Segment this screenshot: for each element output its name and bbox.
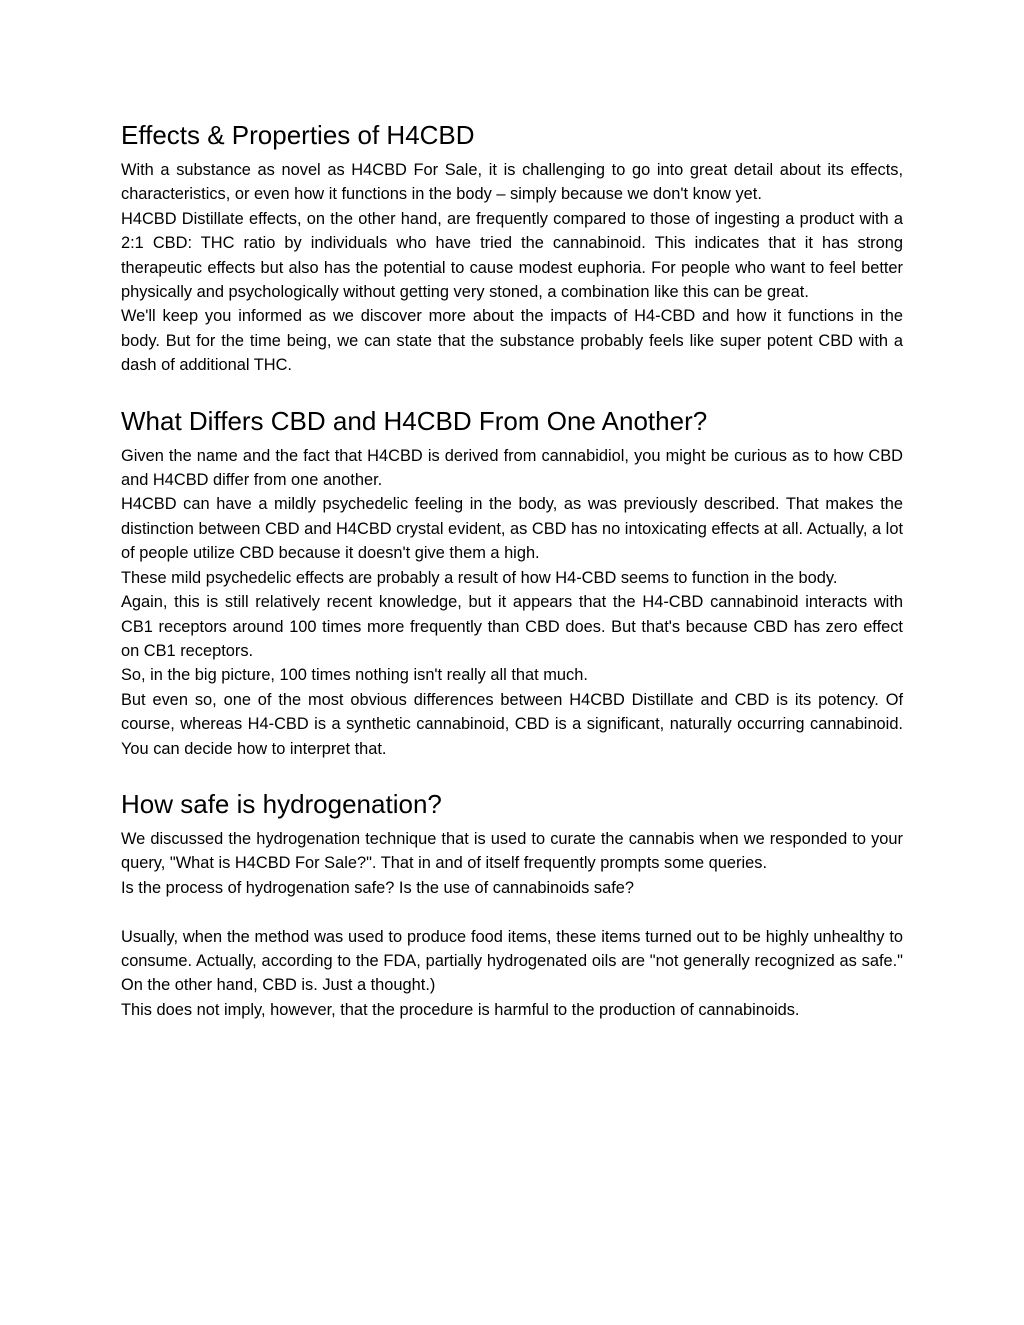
paragraph: We'll keep you informed as we discover more about the impacts of H4-CBD and how it functions in the body. But for the time being, we can state that the substance probably feels like super potent CBD with a dash of additional THC. — [121, 307, 903, 375]
section-cbd-vs-h4cbd — [121, 404, 903, 761]
paragraph: Again, this is still relatively recent knowledge, but it appears that the H4-CBD cannabinoid interacts with CB1 receptors around 100 times more frequently than CBD does. But that's because CBD has zero effect on CB1 receptors. — [121, 593, 903, 660]
section-hydrogenation-safety — [121, 787, 903, 1022]
paragraph: H4CBD Distillate effects, on the other hand, are frequently compared to those of ingesting a product with a 2:1 CBD: THC ratio by individuals who have tried the cannabinoid. This indicates that it has strong therapeutic effects but also has the potential to cause modest euphoria. For people who want to feel better physically and psychologically without getting very stoned, a combination like this can be great. — [121, 209, 903, 302]
paragraph: So, in the big picture, 100 times nothing isn't really all that much. — [121, 666, 588, 685]
paragraph: Usually, when the method was used to produce food items, these items turned out to be highly unhealthy to consume. Actually, according to the FDA, partially hydrogenated oils are "not generally recognized as safe." On the other hand, CBD is. Just a thought.) — [121, 927, 903, 995]
document-page — [121, 118, 903, 1022]
paragraph: Is the process of hydrogenation safe? Is the use of cannabinoids safe? — [121, 878, 634, 897]
paragraph: With a substance as novel as H4CBD For Sale, it is challenging to go into great detail about its effects, characteristics, or even how it functions in the body – simply because we don't know yet. — [121, 161, 903, 204]
paragraph: This does not imply, however, that the procedure is harmful to the production of cannabinoids. — [121, 1000, 800, 1019]
paragraph: We discussed the hydrogenation technique that is used to curate the cannabis when we responded to your query, "What is H4CBD For Sale?". That in and of itself frequently prompts some queries. — [121, 829, 903, 873]
section-heading: Effects & Properties of H4CBD — [121, 120, 475, 150]
section-effects-properties — [121, 118, 903, 378]
paragraph: Given the name and the fact that H4CBD is derived from cannabidiol, you might be curious as to how CBD and H4CBD differ from one another. — [121, 446, 903, 490]
paragraph: But even so, one of the most obvious differences between H4CBD Distillate and CBD is its potency. Of course, whereas H4-CBD is a synthetic cannabinoid, CBD is a significant, naturally occurring cannabinoid. You can decide how to interpret that. — [121, 690, 903, 758]
section-heading: How safe is hydrogenation? — [121, 788, 442, 819]
paragraph: These mild psychedelic effects are probably a result of how H4-CBD seems to function in the body. — [121, 568, 838, 587]
section-heading: What Differs CBD and H4CBD From One Another? — [121, 405, 708, 436]
paragraph: H4CBD can have a mildly psychedelic feeling in the body, as was previously described. That makes the distinction between CBD and H4CBD crystal evident, as CBD has no intoxicating effects at all. Actually, a lot of people utilize CBD because it doesn't give them a high. — [121, 495, 903, 563]
